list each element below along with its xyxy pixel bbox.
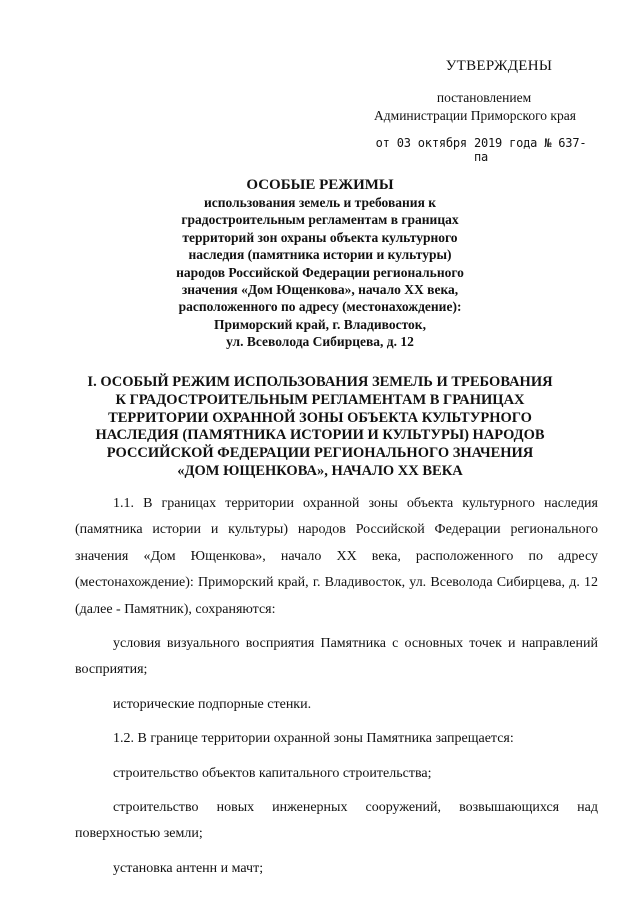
title-line: народов Российской Федерации регионального	[176, 264, 464, 280]
paragraph-engineering-structures: строительство новых инженерных сооружений, возвышающихся над поверхностью земли;	[75, 800, 598, 842]
title-line: значения «Дом Ющенкова», начало XX века,	[181, 282, 459, 298]
title-line: использования земель и требования к	[203, 195, 437, 210]
section-heading-line: ТЕРРИТОРИИ ОХРАННОЙ ЗОНЫ ОБЪЕКТА КУЛЬТУРНОГО	[108, 409, 532, 426]
title-main: ОСОБЫЕ РЕЖИМЫ	[246, 177, 394, 193]
paragraph-retaining-walls: исторические подпорные стенки.	[113, 696, 312, 712]
section-heading-line: I. ОСОБЫЙ РЕЖИМ ИСПОЛЬЗОВАНИЯ ЗЕМЕЛЬ И ТРЕБОВАНИЯ	[87, 374, 553, 390]
title-line: расположенного по адресу (местонахождение):	[178, 299, 462, 315]
approval-block	[360, 58, 590, 164]
approval-date-number: от 03 октября 2019 года № 637-па	[375, 136, 587, 164]
paragraph-1-1: 1.1. В границах территории охранной зоны объекта культурного наследия (памятника истории и культуры) народов Российской Федерации регионального значения «Дом Ющенкова», начало XX века, расположенного по адресу (местонахождение): Приморский край, г. Владивосток, ул. Всеволода Сибирцева, д. 12 (далее - Памятник), сохраняются:	[75, 496, 598, 617]
section-heading-line: «ДОМ ЮЩЕНКОВА», НАЧАЛО XX ВЕКА	[177, 462, 463, 479]
section-heading-line: НАСЛЕДИЯ (ПАМЯТНИКА ИСТОРИИ И КУЛЬТУРЫ) НАРОДОВ	[95, 427, 545, 444]
approval-line-administration: Администрации Приморского края	[374, 108, 576, 123]
title-line: градостроительным регламентам в границах	[181, 212, 459, 228]
paragraph-visual-conditions: условия визуального восприятия Памятника с основных точек и направлений восприятия;	[75, 636, 598, 678]
approved-label: УТВЕРЖДЕНЫ	[445, 58, 553, 74]
paragraph-capital-construction: строительство объектов капитального строительства;	[113, 765, 432, 781]
paragraph-1-2: 1.2. В границе территории охранной зоны Памятника запрещается:	[113, 731, 514, 747]
section-heading	[0, 374, 640, 481]
section-heading-line: РОССИЙСКОЙ ФЕДЕРАЦИИ РЕГИОНАЛЬНОГО ЗНАЧЕНИЯ	[106, 445, 534, 462]
approval-line-resolution: постановлением	[436, 90, 532, 105]
title-line: территорий зон охраны объекта культурного	[182, 229, 458, 245]
title-line: Приморский край, г. Владивосток,	[214, 316, 426, 332]
title-line: наследия (памятника истории и культуры)	[188, 247, 452, 263]
title-line: ул. Всеволода Сибирцева, д. 12	[226, 334, 414, 350]
document-title	[0, 176, 640, 351]
body-text	[75, 491, 598, 882]
paragraph-antennas: установка антенн и мачт;	[113, 860, 264, 876]
section-heading-line: К ГРАДОСТРОИТЕЛЬНЫМ РЕГЛАМЕНТАМ В ГРАНИЦАХ	[115, 391, 525, 408]
